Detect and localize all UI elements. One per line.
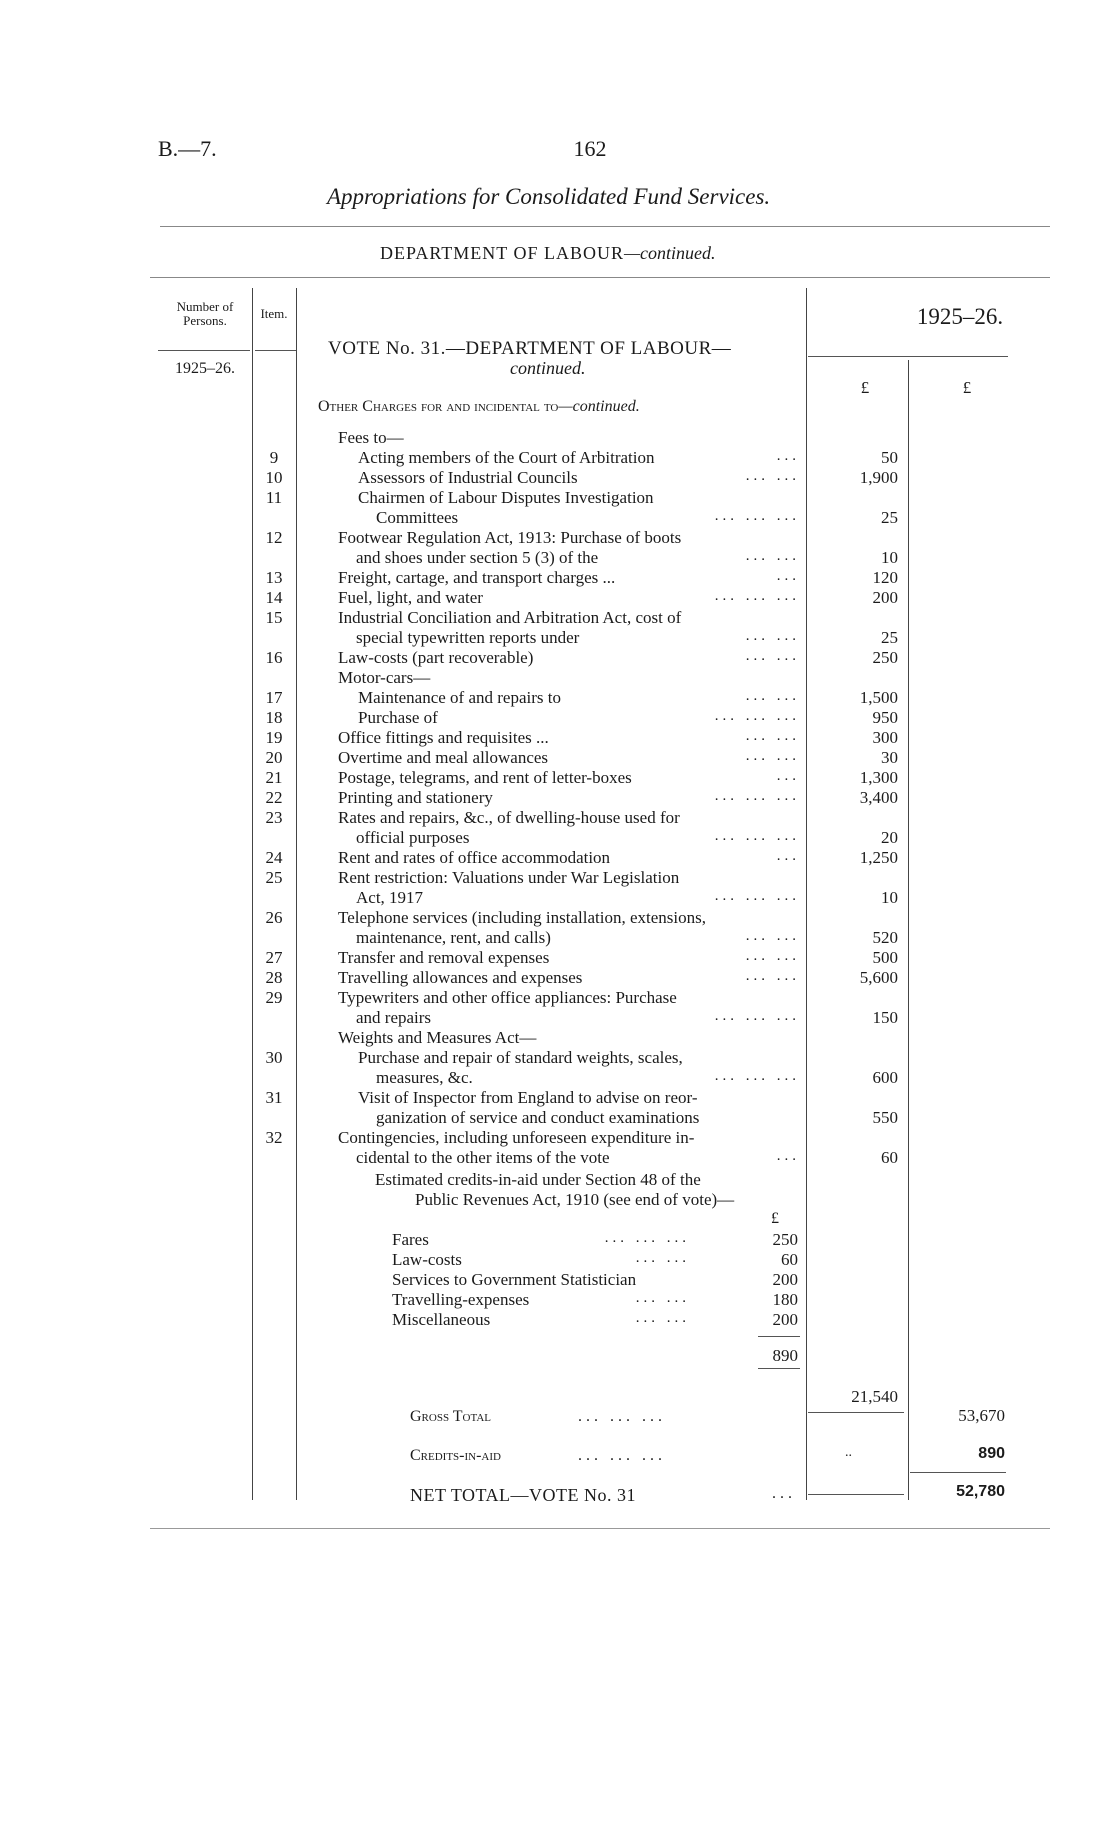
item-description: Fees to— [338, 428, 404, 447]
credit-label: Fares [392, 1230, 429, 1249]
item-amount: 600 [872, 1068, 898, 1087]
item-amount: 25 [881, 508, 898, 527]
year-header-right: 1925–26. [916, 304, 1004, 329]
page-title: Appropriations for Consolidated Fund Services. [327, 184, 771, 209]
number-of-persons-header: Number of Persons. [176, 299, 234, 328]
item-leader-dots: ... ... [745, 968, 800, 984]
item-description: Act, 1917 [356, 888, 424, 907]
rule-item-desc [296, 288, 297, 1500]
item-description: Motor-cars— [338, 668, 431, 687]
credits-currency: £ [771, 1210, 779, 1227]
item-description: Contingencies, including unforeseen expenditure in- [338, 1128, 695, 1147]
item-description: Rates and repairs, &c., of dwelling-house used for [338, 808, 680, 827]
item-amount: 500 [872, 948, 898, 967]
item-header-rule [255, 350, 297, 351]
item-amount: 3,400 [859, 788, 898, 807]
item-description: Purchase of [358, 708, 438, 727]
gross-total-label: Gross Total [410, 1408, 492, 1425]
item-description: Printing and stationery [338, 788, 493, 807]
persons-header-rule [158, 350, 250, 351]
item-leader-dots: ... ... ... [714, 828, 800, 844]
item-description: Telephone services (including installation, extensions, [338, 908, 706, 927]
item-amount: 1,500 [859, 688, 898, 707]
credit-label: Travelling-expenses [392, 1290, 530, 1309]
item-number: 32 [265, 1128, 283, 1147]
item-description: and repairs [356, 1008, 432, 1027]
section-heading [318, 398, 640, 416]
item-amount: 5,600 [859, 968, 898, 987]
amount-header-rule [808, 356, 1008, 357]
credit-leader-dots: ... ... ... [604, 1230, 690, 1246]
item-amount: 300 [872, 728, 898, 747]
item-leader-dots: ... ... [745, 928, 800, 944]
item-leader-dots: ... ... [745, 468, 800, 484]
vote-title-continued: continued. [510, 358, 586, 378]
item-number: 11 [265, 488, 283, 507]
item-amount: 1,900 [859, 468, 898, 487]
gross-total-amount: 53,670 [958, 1406, 1005, 1425]
item-number: 28 [265, 968, 283, 987]
item-description: Chairmen of Labour Disputes Investigation [358, 488, 654, 507]
item-amount: 20 [881, 828, 898, 847]
item-number: 29 [265, 988, 283, 1007]
item-number: 17 [265, 688, 283, 707]
item-amount: 200 [872, 588, 898, 607]
credit-leader-dots: ... ... [635, 1290, 690, 1306]
item-description: Weights and Measures Act— [338, 1028, 537, 1047]
item-number: 18 [265, 708, 283, 727]
department-title [380, 243, 715, 264]
item-description: and shoes under section 5 (3) of the [356, 548, 599, 567]
net-total-rule [808, 1494, 904, 1495]
item-description: Maintenance of and repairs to [358, 688, 561, 707]
item-description: Rent restriction: Valuations under War Legislation [338, 868, 680, 887]
subtotal-rule [808, 1412, 904, 1413]
credit-leader-dots: ... ... [635, 1310, 690, 1326]
net-total-label: NET TOTAL—VOTE No. 31 [410, 1485, 637, 1505]
item-description: Office fittings and requisites ... [338, 728, 549, 747]
rule-persons-item [252, 288, 253, 1500]
credits-in-aid-label: Credits-in-aid [410, 1447, 501, 1464]
item-leader-dots: ... ... ... [714, 888, 800, 904]
item-amount: 1,300 [859, 768, 898, 787]
credits-in-aid-amount: 890 [978, 1445, 1005, 1462]
item-leader-dots: ... ... ... [714, 588, 800, 604]
item-leader-dots: ... [776, 568, 800, 584]
item-amount: 1,250 [859, 848, 898, 867]
credit-label: Services to Government Statistician [392, 1270, 637, 1289]
item-number: 13 [265, 568, 283, 587]
credit-amount: 200 [772, 1310, 798, 1329]
currency-header-2: £ [962, 378, 972, 397]
section-heading-suffix: —continued. [558, 398, 640, 415]
gross-total-dots: ... ... ... [578, 1408, 666, 1425]
item-description: official purposes [356, 828, 470, 847]
credit-amount: 60 [781, 1250, 798, 1269]
item-number: 19 [265, 728, 283, 747]
item-description: special typewritten reports under [356, 628, 580, 647]
item-description: Overtime and meal allowances [338, 748, 549, 767]
item-number: 14 [265, 588, 283, 607]
item-number: 26 [265, 908, 283, 927]
item-leader-dots: ... [776, 768, 800, 784]
item-amount: 250 [872, 648, 898, 667]
item-description: ganization of service and conduct examinations [376, 1108, 700, 1127]
item-leader-dots: ... ... ... [714, 1008, 800, 1024]
item-description: Rent and rates of office accommodation [338, 848, 611, 867]
item-description: Purchase and repair of standard weights, scales, [358, 1048, 683, 1067]
item-leader-dots: ... ... ... [714, 788, 800, 804]
item-amount: 25 [881, 628, 898, 647]
department-suffix: —continued. [623, 243, 716, 263]
item-leader-dots: ... [776, 1148, 800, 1164]
section-heading-text: Other Charges for and incidental to [318, 398, 559, 415]
item-description: cidental to the other items of the vote [356, 1148, 610, 1167]
item-description: Industrial Conciliation and Arbitration Act, cost of [338, 608, 682, 627]
item-amount: 950 [872, 708, 898, 727]
vote-title: VOTE No. 31.—DEPARTMENT OF LABOUR— [328, 338, 732, 359]
credit-leader-dots: ... ... [635, 1250, 690, 1266]
item-number: 10 [265, 468, 283, 487]
item-description: Typewriters and other office appliances: Purchase [338, 988, 677, 1007]
item-leader-dots: ... ... ... [714, 508, 800, 524]
item-leader-dots: ... [776, 848, 800, 864]
year-header-left: 1925–26. [175, 360, 235, 377]
item-number: 16 [265, 648, 283, 667]
item-description: Footwear Regulation Act, 1913: Purchase of boots [338, 528, 682, 547]
item-amount: 550 [872, 1108, 898, 1127]
credit-amount: 180 [772, 1290, 798, 1309]
item-number: 12 [265, 528, 283, 547]
title-rule [160, 226, 1050, 227]
item-description: Fuel, light, and water [338, 588, 483, 607]
item-description: Acting members of the Court of Arbitration [358, 448, 655, 467]
item-leader-dots: ... [776, 448, 800, 464]
net-total-dots: ... [772, 1485, 796, 1502]
credit-label: Law-costs [392, 1250, 462, 1269]
item-amount: 120 [872, 568, 898, 587]
credit-amount: 250 [772, 1230, 798, 1249]
credits-in-aid-dots: ... ... ... [578, 1447, 666, 1464]
item-number: 9 [269, 448, 279, 467]
rule-desc-amount [806, 288, 807, 1500]
item-number: 15 [265, 608, 283, 627]
page-number: 162 [573, 136, 607, 161]
item-description: Visit of Inspector from England to advise on reor- [358, 1088, 698, 1107]
credits-bottom-rule [758, 1368, 800, 1369]
item-amount: 520 [872, 928, 898, 947]
item-amount: 50 [881, 448, 898, 467]
item-description: maintenance, rent, and calls) [356, 928, 551, 947]
item-leader-dots: ... ... [745, 688, 800, 704]
credits-in-aid-mid: .. [845, 1445, 852, 1460]
item-amount: 150 [872, 1008, 898, 1027]
item-amount: 10 [881, 888, 898, 907]
credits-total: 890 [772, 1346, 798, 1365]
item-description: Freight, cartage, and transport charges ... [338, 568, 616, 587]
item-leader-dots: ... ... [745, 728, 800, 744]
item-number: 27 [265, 948, 283, 967]
document-reference: B.—7. [158, 136, 217, 161]
item-amount: 10 [881, 548, 898, 567]
item-description: Transfer and removal expenses [338, 948, 550, 967]
item-number: 20 [265, 748, 283, 767]
item-leader-dots: ... ... [745, 648, 800, 664]
currency-header-1: £ [860, 378, 870, 397]
item-number: 31 [265, 1088, 283, 1107]
item-number: 24 [265, 848, 283, 867]
item-number: 30 [265, 1048, 283, 1067]
credit-label: Miscellaneous [392, 1310, 491, 1329]
credits-amount-rule [910, 1472, 1006, 1473]
item-leader-dots: ... ... [745, 548, 800, 564]
item-description: Travelling allowances and expenses [338, 968, 583, 987]
item-description: measures, &c. [376, 1068, 473, 1087]
item-amount: 60 [881, 1148, 898, 1167]
item-description: Law-costs (part recoverable) [338, 648, 534, 667]
item-description: Postage, telegrams, and rent of letter-boxes [338, 768, 632, 787]
item-header: Item. [260, 306, 288, 321]
credits-intro-line-1: Estimated credits-in-aid under Section 48 of the [375, 1170, 701, 1189]
item-leader-dots: ... ... ... [714, 708, 800, 724]
department-name: DEPARTMENT OF LABOUR [380, 243, 624, 263]
rule-amount-total [908, 360, 909, 1500]
item-leader-dots: ... ... [745, 748, 800, 764]
subtotal-amount: 21,540 [851, 1387, 898, 1406]
item-number: 21 [265, 768, 283, 787]
credit-amount: 200 [772, 1270, 798, 1289]
table-bottom-rule [150, 1528, 1050, 1529]
item-description: Committees [376, 508, 459, 527]
item-number: 22 [265, 788, 283, 807]
credits-intro-line-2: Public Revenues Act, 1910 (see end of vote)— [415, 1190, 735, 1209]
item-leader-dots: ... ... ... [714, 1068, 800, 1084]
item-number: 23 [265, 808, 283, 827]
item-number: 25 [265, 868, 283, 887]
item-description: Assessors of Industrial Councils [358, 468, 578, 487]
net-total-amount: 52,780 [956, 1483, 1005, 1500]
item-leader-dots: ... ... [745, 948, 800, 964]
item-amount: 30 [881, 748, 898, 767]
item-leader-dots: ... ... [745, 628, 800, 644]
credits-total-rule [758, 1336, 800, 1337]
table-top-rule [150, 277, 1050, 278]
